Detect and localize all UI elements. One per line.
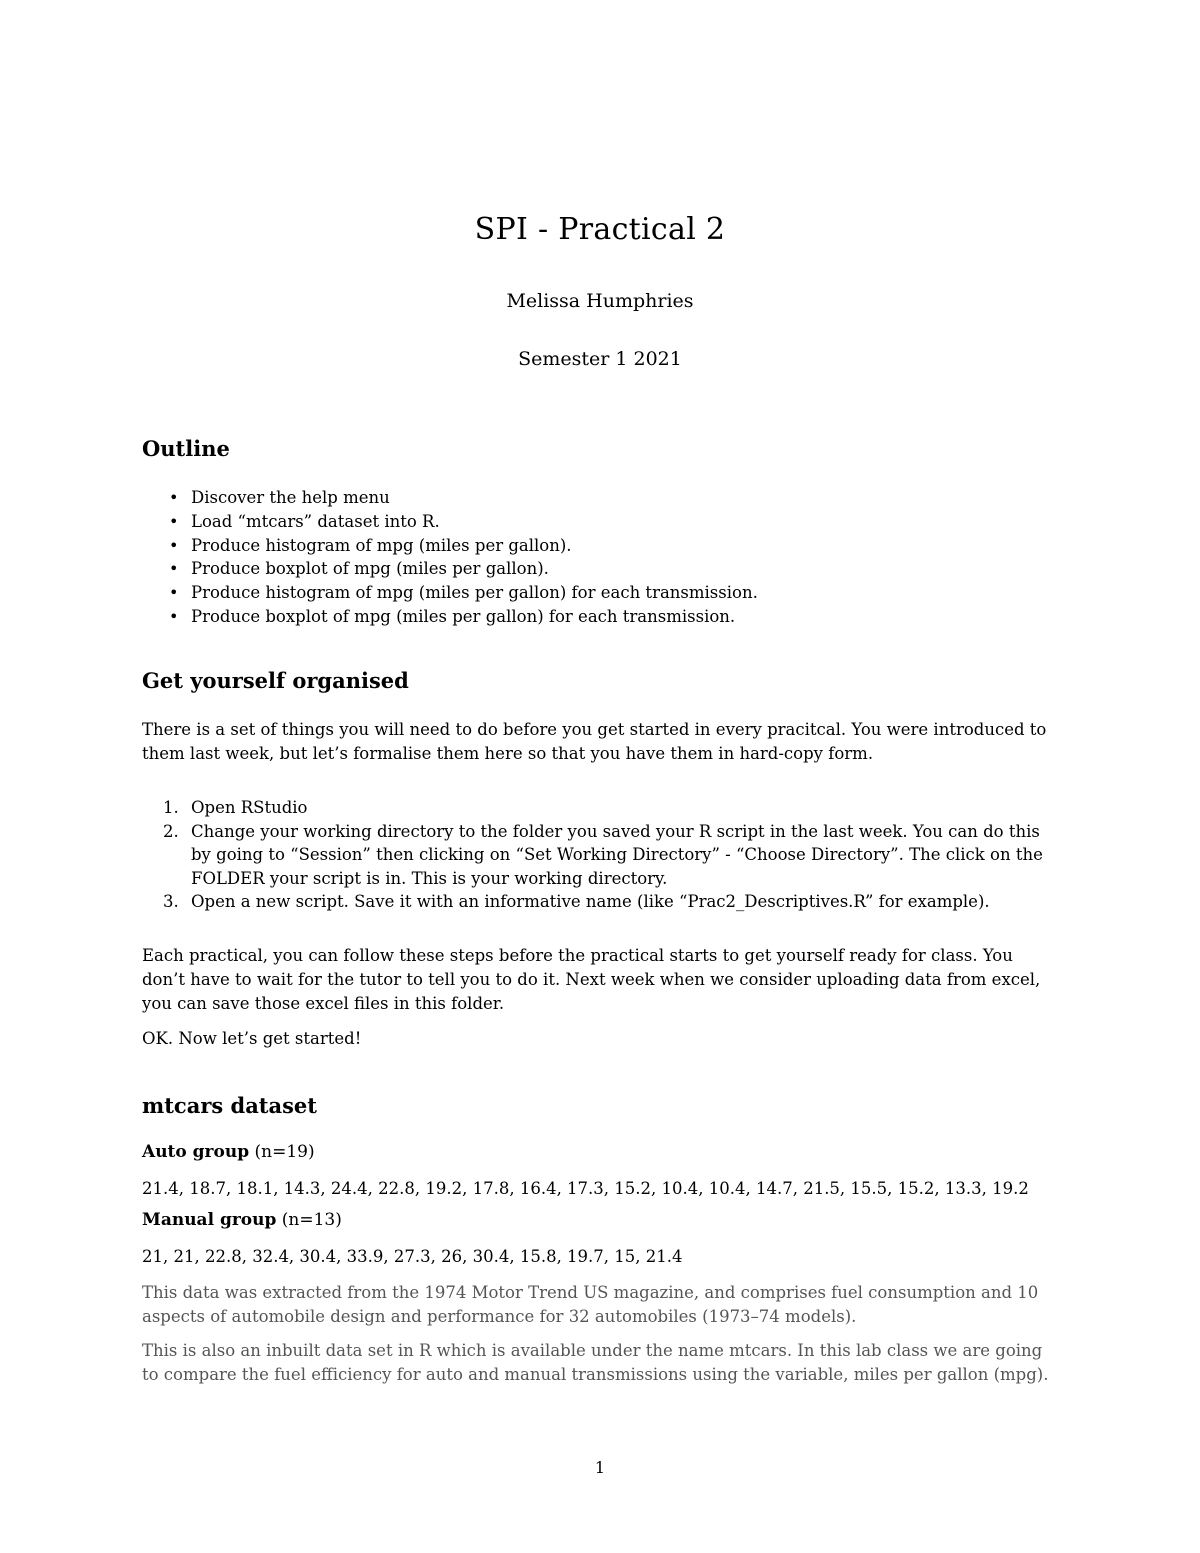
organised-start: OK. Now let’s get started! — [142, 1029, 362, 1048]
dataset-note-1: This data was extracted from the 1974 Motor Trend US magazine, and comprises fuel consumption and 10 aspects of automobile design and performance for 32 automobiles (1973–74 models). — [142, 1283, 1039, 1326]
outline-item: • Produce histogram of mpg (miles per gallon) for each transmission. — [142, 581, 758, 605]
outline-heading: Outline — [142, 436, 230, 461]
document-date: Semester 1 2021 — [518, 348, 682, 370]
page-number: 1 — [594, 1458, 606, 1477]
manual-group-title: Manual group — [142, 1210, 277, 1230]
organised-intro: There is a set of things you will need to do before you get started in every pracitcal. You were introduced to them last week, but let’s formalise them here so that you have them in hard-copy form. — [142, 720, 1047, 763]
manual-values: 21, 21, 22.8, 32.4, 30.4, 33.9, 27.3, 26, 30.4, 15.8, 19.7, 15, 21.4 — [142, 1247, 683, 1266]
step-text: Open RStudio — [191, 798, 308, 817]
document-title: SPI - Practical 2 — [474, 212, 726, 247]
auto-group-label — [142, 1142, 315, 1162]
outline-item: • Discover the help menu — [142, 486, 758, 510]
outline-list — [142, 486, 758, 629]
outline-item: • Produce boxplot of mpg (miles per gallon) for each transmission. — [142, 605, 758, 629]
dataset-heading: mtcars dataset — [142, 1093, 317, 1118]
auto-group-n: (n=19) — [254, 1142, 315, 1162]
outline-item: • Produce histogram of mpg (miles per gallon). — [142, 534, 758, 558]
auto-group-title: Auto group — [142, 1142, 250, 1162]
step-text: Change your working directory to the folder you saved your R script in the last week. You can do this by going to “Session” then clicking on “Set Working Directory” - “Choose Directory”. The click on the FOLDER your script is in. This is your working directory. — [191, 821, 1043, 888]
outline-item: • Produce boxplot of mpg (miles per gallon). — [142, 557, 758, 581]
manual-group-n: (n=13) — [281, 1210, 342, 1230]
organised-after: Each practical, you can follow these steps before the practical starts to get yourself ready for class. You don’t have to wait for the tutor to tell you to do it. Next week when we consider uploading data from excel, you can save those excel files in this folder. — [142, 946, 1041, 1013]
outline-item: • Load “mtcars” dataset into R. — [142, 510, 758, 534]
auto-values: 21.4, 18.7, 18.1, 14.3, 24.4, 22.8, 19.2, 17.8, 16.4, 17.3, 15.2, 10.4, 10.4, 14.7, 21.5, 15.5, 15.2, 13.3, 19.2 — [142, 1179, 1029, 1198]
manual-group-label — [142, 1210, 342, 1230]
step-text: Open a new script. Save it with an informative name (like “Prac2_Descriptives.R” for example). — [191, 892, 990, 912]
step-item — [142, 890, 1058, 914]
step-number: 1. — [163, 798, 179, 817]
organised-heading: Get yourself organised — [142, 668, 409, 693]
dataset-note-2: This is also an inbuilt data set in R which is available under the name mtcars. In this lab class we are going to compare the fuel efficiency for auto and manual transmissions using the variable, miles per gallon (mpg). — [142, 1341, 1049, 1384]
organised-steps — [142, 796, 1058, 914]
step-number: 2. — [163, 821, 179, 841]
document-author: Melissa Humphries — [506, 290, 694, 312]
step-number: 3. — [163, 892, 179, 912]
step-item — [142, 820, 1058, 891]
step-item — [142, 796, 1058, 820]
